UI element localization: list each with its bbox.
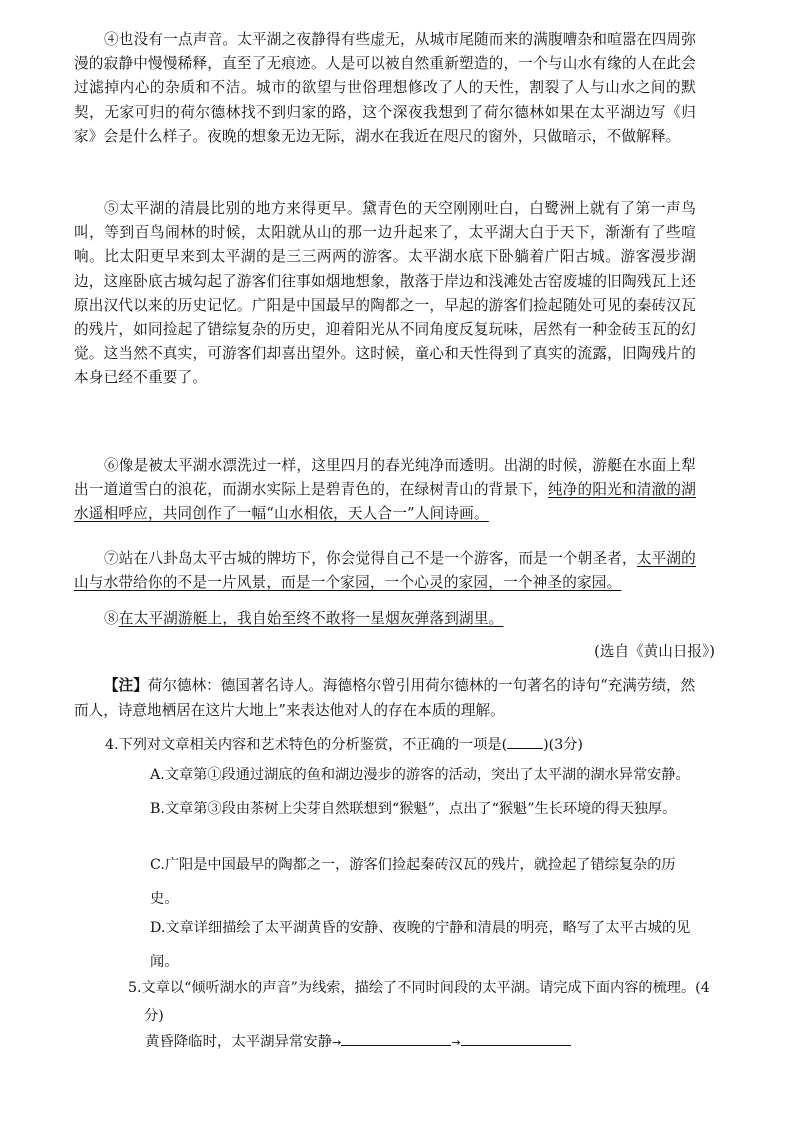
- source-citation: (选自《黄山日报》): [594, 643, 715, 660]
- option-c: C.广阳是中国最早的陶都之一，游客们捡起秦砖汉瓦的残片，就捡起了错综复杂的历史。: [150, 857, 676, 907]
- paragraph-6-underlined: 纯净的阳光和清澈的湖水遥相呼应，共同创作了一幅“山水相依，天人合一”人间诗画。: [74, 481, 696, 523]
- option-d: D.文章详细描绘了太平湖黄昏的安静、夜晚的宁静和清晨的明亮，略写了太平古城的见闻。: [150, 920, 691, 970]
- paragraph-7-text: ⑦站在八卦岛太平古城的牌坊下，你会觉得自己不是一个游客，而是一个朝圣者，: [104, 550, 637, 567]
- question-4-stem: [105, 733, 695, 757]
- question-4-points: )(3分): [543, 737, 583, 753]
- paragraph-8-number: ⑧: [104, 610, 119, 627]
- paragraph-6-text: ⑥像是被太平湖水漂洗过一样，这里四月的春光纯净而透明。出湖的时候，游艇在水面上犁出一道道雪白的浪花，而湖水实际上是碧青色的，在绿树青山的背景下，: [74, 457, 696, 499]
- arrow-icon: →: [332, 1036, 342, 1049]
- question-4-stem-text: 4.下列对文章相关内容和艺术特色的分析鉴赏，不正确的一项是(: [105, 737, 508, 753]
- paragraph-8-underlined: 在太平湖游艇上，我自始至终不敢将一星烟灰弹落到湖里。: [118, 610, 504, 627]
- fill-start-text: 黄昏降临时，太平湖异常安静: [145, 1034, 333, 1050]
- fill-blank-1[interactable]: [341, 1031, 451, 1046]
- question-5-stem: 5.文章以“倾听湖水的声音”为线索，描绘了不同时间段的太平湖。请完成下面内容的梳理。(4分): [128, 980, 710, 1024]
- note-text: 荷尔德林：德国著名诗人。海德格尔曾引用荷尔德林的一句著名的诗句“充满劳绩，然而人，诗意地栖居在这片大地上”来表达他对人的存在本质的理解。: [74, 677, 696, 719]
- question-5-fill-line: [145, 1030, 571, 1055]
- arrow-icon: →: [451, 1036, 461, 1049]
- note-tag: 【注】: [104, 677, 148, 694]
- paragraph-7: [74, 547, 696, 595]
- paragraph-5: ⑤太平湖的清晨比别的地方来得更早。黛青色的天空刚刚吐白，白鹭洲上就有了第一声鸟叫，等到百鸟闹林的时候，太阳就从山的那一边升起来了，太平湖大白于天下，渐渐有了些喧响。比太阳更早来到太平湖的是三三两两的游客。太平湖水底下卧躺着广阳古城。游客漫步湖边，这座卧底古城勾起了游客们往事如烟地想象，散落于岸边和浅滩处古窑废墟的旧陶残瓦上还原出汉代以来的历史记忆。广阳是中国最早的陶都之一，早起的游客们捡起随处可见的秦砖汉瓦的残片，如同捡起了错综复杂的历史，迎着阳光从不同角度反复玩味，居然有一种金砖玉瓦的幻觉。这当然不真实，可游客们却喜出望外。这时候，童心和天性得到了真实的流露，旧陶残片的本身已经不重要了。: [74, 200, 696, 387]
- annotation-note: [74, 674, 696, 723]
- option-b: B.文章第③段由茶树上尖芽自然联想到“猴魁”，点出了“猴魁”生长环境的得天独厚。: [150, 801, 677, 817]
- fill-blank-2[interactable]: [461, 1031, 571, 1046]
- paragraph-7-underlined: 太平湖的山与水带给你的不是一片风景，而是一个家园，一个心灵的家园，一个神圣的家园。: [74, 550, 696, 592]
- answer-blank[interactable]: [507, 736, 543, 749]
- paragraph-8: [74, 607, 696, 631]
- paragraph-6: [74, 454, 696, 527]
- paragraph-4: ④也没有一点声音。太平湖之夜静得有些虚无，从城市尾随而来的满腹嘈杂和喧嚣在四周弥漫的寂静中慢慢稀释，直至了无痕迹。人是可以被自然重新塑造的，一个与山水有缘的人在此会过滤掉内心的杂质和不洁。城市的欲望与世俗理想修改了人的天性，割裂了人与山水之间的默契，无家可归的荷尔德林找不到归家的路，这个深夜我想到了荷尔德林如果在太平湖边写《归家》会是什么样子。夜晚的想象无边无际，湖水在我近在咫尺的窗外，只做暗示，不做解释。: [74, 31, 696, 145]
- option-a: A.文章第①段通过湖底的鱼和湖边漫步的游客的活动，突出了太平湖的湖水异常安静。: [150, 767, 690, 783]
